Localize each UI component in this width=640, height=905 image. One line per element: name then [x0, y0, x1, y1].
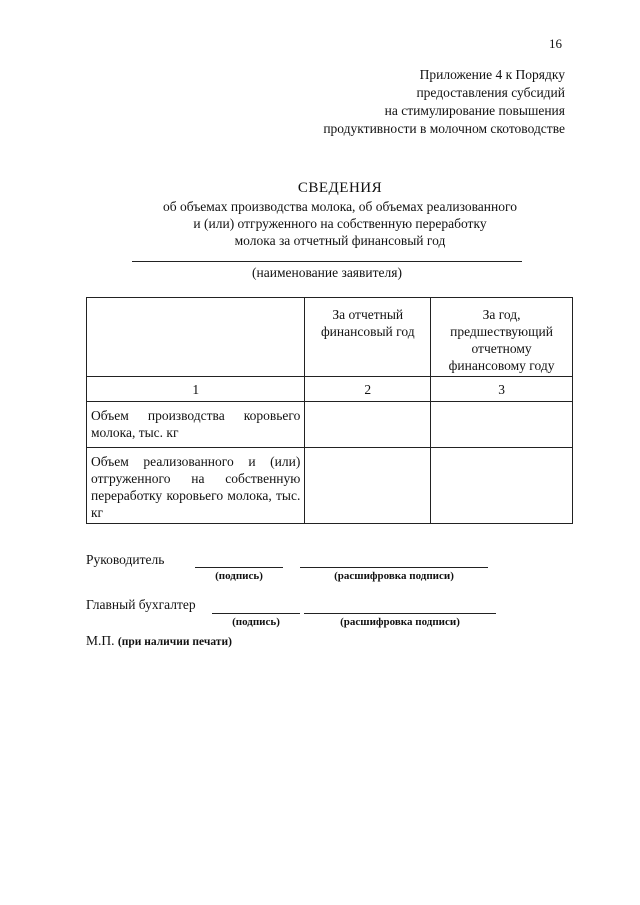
head-decode-field[interactable]: [300, 567, 488, 568]
column-number: 3: [431, 377, 573, 402]
head-signature-caption: (подпись): [215, 570, 263, 582]
appendix-line: продуктивности в молочном скотоводстве: [323, 121, 565, 136]
accountant-signature-field[interactable]: [212, 613, 300, 614]
appendix-line: на стимулирование повышения: [384, 103, 565, 118]
accountant-signature-caption: (подпись): [232, 616, 280, 628]
table-header-row: [87, 298, 573, 377]
stamp-note: (при наличии печати): [117, 636, 232, 648]
document-title: СВЕДЕНИЯ: [297, 180, 383, 196]
stamp-label: М.П.: [86, 633, 115, 648]
row-label: Объем производства коровьего молока, тыс. кг: [87, 402, 305, 448]
accountant-label: Главный бухгалтер: [86, 597, 196, 612]
table-row: [87, 448, 573, 524]
head-decode-caption: (расшифровка подписи): [334, 570, 454, 582]
appendix-line: предоставления субсидий: [416, 85, 565, 100]
head-label: Руководитель: [86, 552, 165, 567]
column-number: 2: [305, 377, 431, 402]
value-cell-current[interactable]: [305, 402, 431, 448]
head-signature-field[interactable]: [195, 567, 283, 568]
accountant-decode-caption: (расшифровка подписи): [340, 616, 460, 628]
report-table: [86, 297, 573, 524]
heading-line: об объемах производства молока, об объемах реализованного: [163, 199, 517, 214]
applicant-caption: (наименование заявителя): [252, 265, 402, 280]
stamp-place: [86, 633, 232, 649]
appendix-reference: [265, 66, 565, 138]
row-label: Объем реализованного и (или) отгруженного на собственную переработку коровьего молока, тыс. кг: [87, 448, 305, 524]
header-previous-year: За год, предшествующий отчетному финансовому году: [431, 298, 573, 377]
heading-line: и (или) отгруженного на собственную переработку: [193, 216, 487, 231]
table-row: [87, 402, 573, 448]
accountant-decode-field[interactable]: [304, 613, 496, 614]
value-cell-previous[interactable]: [431, 402, 573, 448]
applicant-name-field[interactable]: [132, 261, 522, 262]
document-heading: [100, 180, 580, 249]
value-cell-current[interactable]: [305, 448, 431, 524]
appendix-line: Приложение 4 к Порядку: [419, 67, 565, 82]
header-current-year: За отчетный финансовый год: [305, 298, 431, 377]
table-number-row: [87, 377, 573, 402]
heading-line: молока за отчетный финансовый год: [234, 233, 446, 248]
value-cell-previous[interactable]: [431, 448, 573, 524]
column-number: 1: [87, 377, 305, 402]
page-number: 16: [549, 36, 562, 51]
header-empty-cell: [87, 298, 305, 377]
